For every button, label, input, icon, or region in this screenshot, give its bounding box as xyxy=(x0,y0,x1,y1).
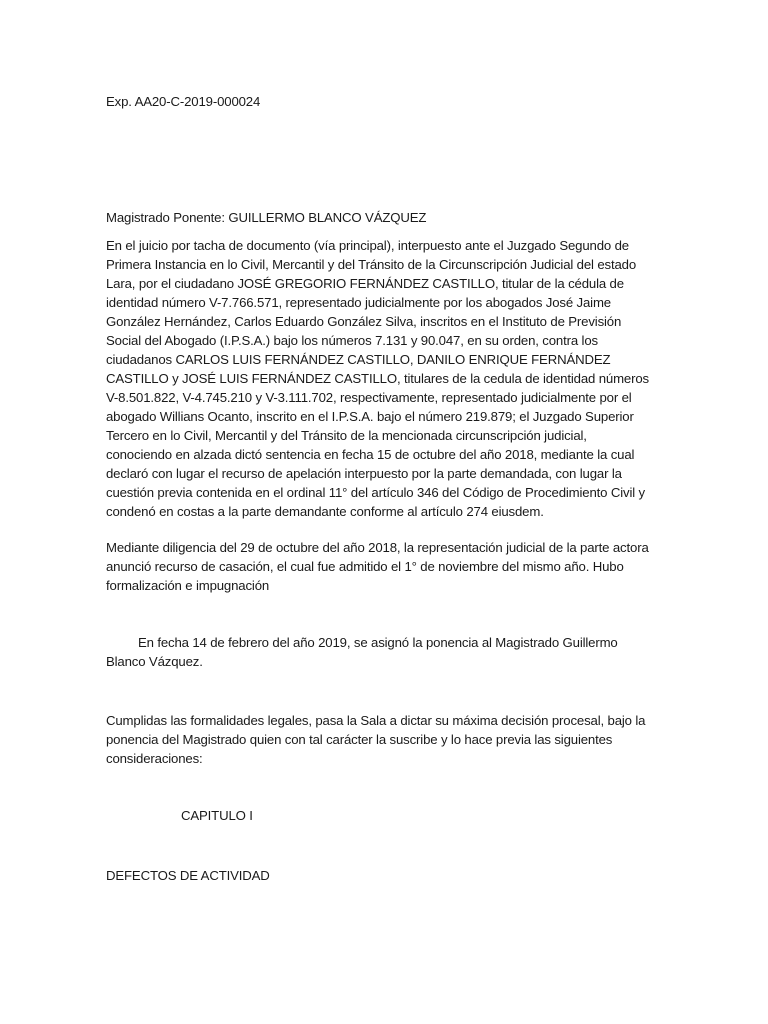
chapter-heading: CAPITULO I xyxy=(181,808,253,823)
magistrate-line: Magistrado Ponente: GUILLERMO BLANCO VÁZQUEZ xyxy=(106,210,427,225)
case-number: Exp. AA20-C-2019-000024 xyxy=(106,94,261,109)
paragraph-assignment xyxy=(106,633,651,671)
paragraph-formalities: Cumplidas las formalidades legales, pasa la Sala a dictar su máxima decisión procesal, bajo la ponencia del Magistrado quien con tal carácter la suscribe y lo hace previa las siguientes consideraciones: xyxy=(106,713,646,766)
paragraph-assignment-text: En fecha 14 de febrero del año 2019, se asignó la ponencia al Magistrado Guillermo Blanco Vázquez. xyxy=(106,635,618,669)
paragraph-case-background: En el juicio por tacha de documento (vía principal), interpuesto ante el Juzgado Segundo de Primera Instancia en lo Civil, Mercantil y del Tránsito de la Circunscripción Judicial del estado Lara, por el ciudadano JOSÉ GREGORIO FERNÁNDEZ CASTILLO, titular de la cédula de identidad número V-7.766.571, representado judicialmente por los abogados José Jaime González Hernández, Carlos Eduardo González Silva, inscritos en el Instituto de Previsión Social del Abogado (I.P.S.A.) bajo los números 7.131 y 90.047, en su orden, contra los ciudadanos CARLOS LUIS FERNÁNDEZ CASTILLO, DANILO ENRIQUE FERNÁNDEZ CASTILLO y JOSÉ LUIS FERNÁNDEZ CASTILLO, titulares de la cedula de identidad números V-8.501.822, V-4.745.210 y V-3.111.702, respectivamente, representado judicialmente por el abogado Willians Ocanto, inscrito en el I.P.S.A. bajo el número 219.879; el Juzgado Superior Tercero en lo Civil, Mercantil y del Tránsito de la mencionada circunscripción judicial, conociendo en alzada dictó sentencia en fecha 15 de octubre del año 2018, mediante la cual declaró con lugar el recurso de apelación interpuesto por la parte demandada, con lugar la cuestión previa contenida en el ordinal 11° del artículo 346 del Código de Procedimiento Civil y condenó en costas a la parte demandante conforme al artículo 274 eiusdem. xyxy=(106,238,649,519)
section-heading: DEFECTOS DE ACTIVIDAD xyxy=(106,868,270,883)
paragraph-cassation-announcement: Mediante diligencia del 29 de octubre del año 2018, la representación judicial de la parte actora anunció recurso de casación, el cual fue admitido el 1° de noviembre del mismo año. Hubo formalización e impugnación xyxy=(106,540,649,593)
